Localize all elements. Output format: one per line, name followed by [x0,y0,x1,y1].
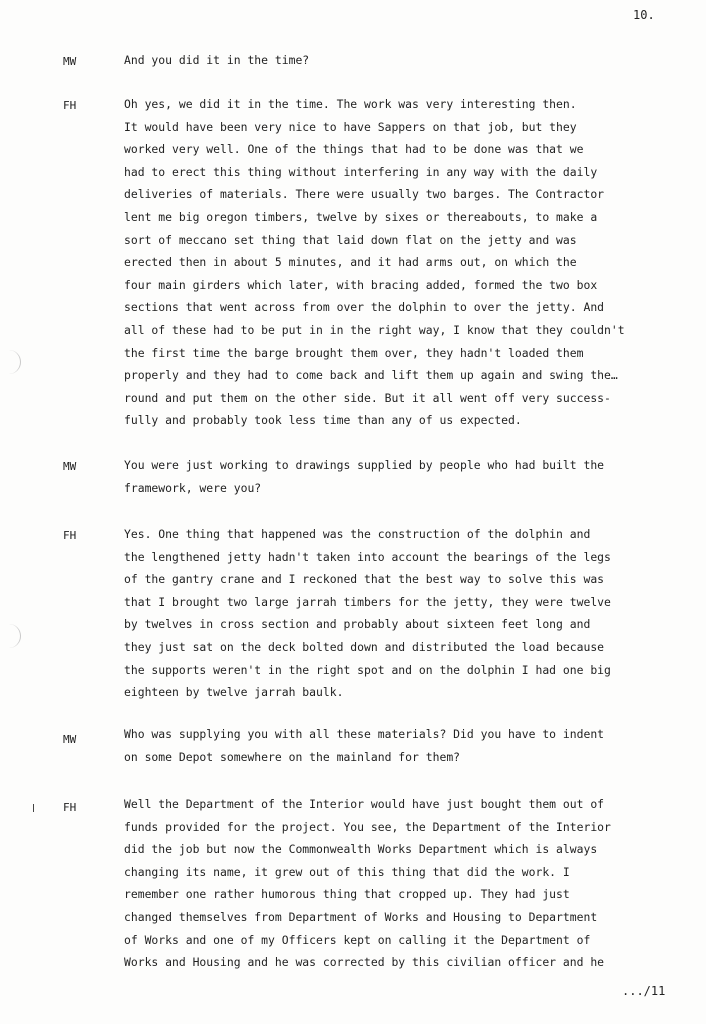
text-line: fully and probably took less time than any of us expected. [124,413,522,428]
text-line: eighteen by twelve jarrah baulk. [124,685,344,700]
exchange-4-speaker: FH [63,529,77,542]
continuation-marker: .../11 [622,984,666,998]
exchange-6-text [124,793,689,974]
text-line: the first time the barge brought them over, they hadn't loaded them [124,345,584,360]
text-line: Works and Housing and he was corrected by this civilian officer and he [124,955,605,970]
exchange-4-text [124,523,689,704]
text-line: by twelves in cross section and probably about sixteen feet long and [124,617,591,632]
text-line: round and put them on the other side. But it all went off very success- [124,390,611,405]
text-line: all of these had to be put in in the right way, I know that they couldn't [124,322,625,337]
text-line: of the gantry crane and I reckoned that the best way to solve this was [124,572,605,587]
text-line: Well the Department of the Interior would have just bought them out of [124,797,605,811]
text-line: sections that went across from over the dolphin to over the jetty. And [124,300,605,315]
text-line: lent me big oregon timbers, twelve by sixes or thereabouts, to make a [124,209,598,224]
text-line: the supports weren't in the right spot and on the dolphin I had one big [124,662,611,677]
punch-hole-mark [6,350,21,374]
text-line: And you did it in the time? [124,53,310,67]
text-line: framework, were you? [124,480,262,495]
text-line: funds provided for the project. You see, the Department of the Interior [124,819,611,834]
text-line: worked very well. One of the things that had to be done was that we [124,142,584,157]
text-line: erected then in about 5 minutes, and it had arms out, on which the [124,255,577,270]
text-line: did the job but now the Commonwealth Works Department which is always [124,842,598,857]
text-line: Who was supplying you with all these materials? Did you have to indent [124,727,605,741]
text-line: sort of meccano set thing that laid down flat on the jetty and was [124,232,577,247]
text-line: changed themselves from Department of Works and Housing to Department [124,909,598,924]
text-line: Yes. One thing that happened was the construction of the dolphin and [124,527,591,541]
exchange-2-text [124,93,689,432]
exchange-6-speaker: FH [63,801,77,814]
text-line: that I brought two large jarrah timbers for the jetty, they were twelve [124,594,611,609]
text-line: deliveries of materials. There were usually two barges. The Contractor [124,187,605,202]
text-line: You were just working to drawings supplied by people who had built the [124,458,605,472]
punch-hole-mark [6,624,21,648]
exchange-3-text [124,454,689,499]
text-line: It would have been very nice to have Sappers on that job, but they [124,119,577,134]
text-line: remember one rather humorous thing that cropped up. They had just [124,887,570,902]
text-line: changing its name, it grew out of this thing that did the work. I [124,864,570,879]
page-number: 10. [633,8,655,22]
text-line: of Works and one of my Officers kept on calling it the Department of [124,932,591,947]
exchange-1-text [124,49,689,72]
exchange-3-speaker: MW [63,460,77,473]
exchange-5-text [124,723,689,768]
margin-tick-mark [33,804,34,812]
text-line: Oh yes, we did it in the time. The work was very interesting then. [124,97,577,111]
text-line: on some Depot somewhere on the mainland for them? [124,749,461,764]
exchange-5-speaker: MW [63,733,77,746]
text-line: they just sat on the deck bolted down and distributed the load because [124,639,605,654]
text-line: had to erect this thing without interfering in any way with the daily [124,164,598,179]
text-line: properly and they had to come back and lift them up again and swing the… [124,368,618,383]
text-line: four main girders which later, with bracing added, formed the two box [124,277,598,292]
exchange-1-speaker: MW [63,55,77,68]
exchange-2-speaker: FH [63,99,77,112]
text-line: the lengthened jetty hadn't taken into account the bearings of the legs [124,549,611,564]
